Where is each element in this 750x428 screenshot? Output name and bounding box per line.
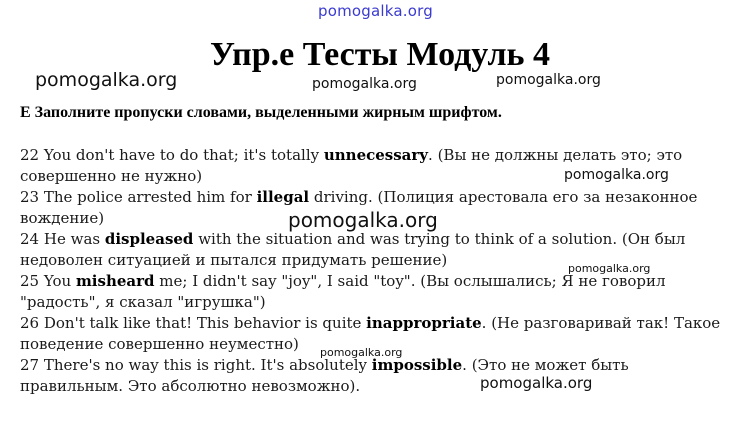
item-number: 22 xyxy=(20,146,40,164)
page-title: Упр.е Тесты Модуль 4 xyxy=(209,36,551,73)
exercise-item-25 xyxy=(20,271,725,313)
item-text-after: . (Не разговаривай так! Такое поведение совершенно неуместно) xyxy=(20,314,721,353)
watermark-top: pomogalka.org xyxy=(318,2,433,20)
item-text-after: with the situation and was trying to think of a solution. (Он был недоволен ситуацией и пытался придумать решение) xyxy=(20,230,686,269)
item-text-before: Don't talk like that! This behavior is quite xyxy=(43,314,367,332)
watermark: pomogalka.org xyxy=(568,262,651,275)
item-text-before: The police arrested him for xyxy=(43,188,257,206)
item-text-after: . (Это не может быть правильным. Это абсолютно невозможно). xyxy=(20,356,629,395)
item-number: 23 xyxy=(20,188,40,206)
watermark: pomogalka.org xyxy=(312,76,417,92)
item-number: 25 xyxy=(20,272,40,290)
watermark: pomogalka.org xyxy=(288,208,438,232)
item-bold-word: misheard xyxy=(75,272,155,290)
item-text-before: You don't have to do that; it's totally xyxy=(43,146,324,164)
item-text-before: You xyxy=(43,272,76,290)
item-text-before: There's no way this is right. It's absolutely xyxy=(43,356,372,374)
watermark: pomogalka.org xyxy=(496,72,601,88)
item-number: 26 xyxy=(20,314,40,332)
exercise-instruction: Е Заполните пропуски словами, выделенными жирным шрифтом. xyxy=(20,104,502,121)
watermark: pomogalka.org xyxy=(480,374,593,392)
exercise-item-27 xyxy=(20,355,725,397)
watermark: pomogalka.org xyxy=(564,167,669,183)
item-bold-word: illegal xyxy=(256,188,310,206)
item-number: 27 xyxy=(20,356,40,374)
item-bold-word: unnecessary xyxy=(323,146,429,164)
item-text-after: . (Вы не должны делать это; это совершенно не нужно) xyxy=(20,146,683,185)
item-text-after: driving. (Полиция арестовала его за незаконное вождение) xyxy=(20,188,698,227)
item-text-before: He was xyxy=(43,230,105,248)
item-bold-word: inappropriate xyxy=(366,314,482,332)
item-bold-word: displeased xyxy=(104,230,194,248)
watermark: pomogalka.org xyxy=(35,69,178,91)
item-number: 24 xyxy=(20,230,40,248)
watermark: pomogalka.org xyxy=(320,346,403,359)
item-bold-word: impossible xyxy=(371,356,463,374)
item-text-after: me; I didn't say "joy", I said "toy". (Вы ослышались; Я не говорил "радость", я сказал "игрушка") xyxy=(20,272,666,311)
